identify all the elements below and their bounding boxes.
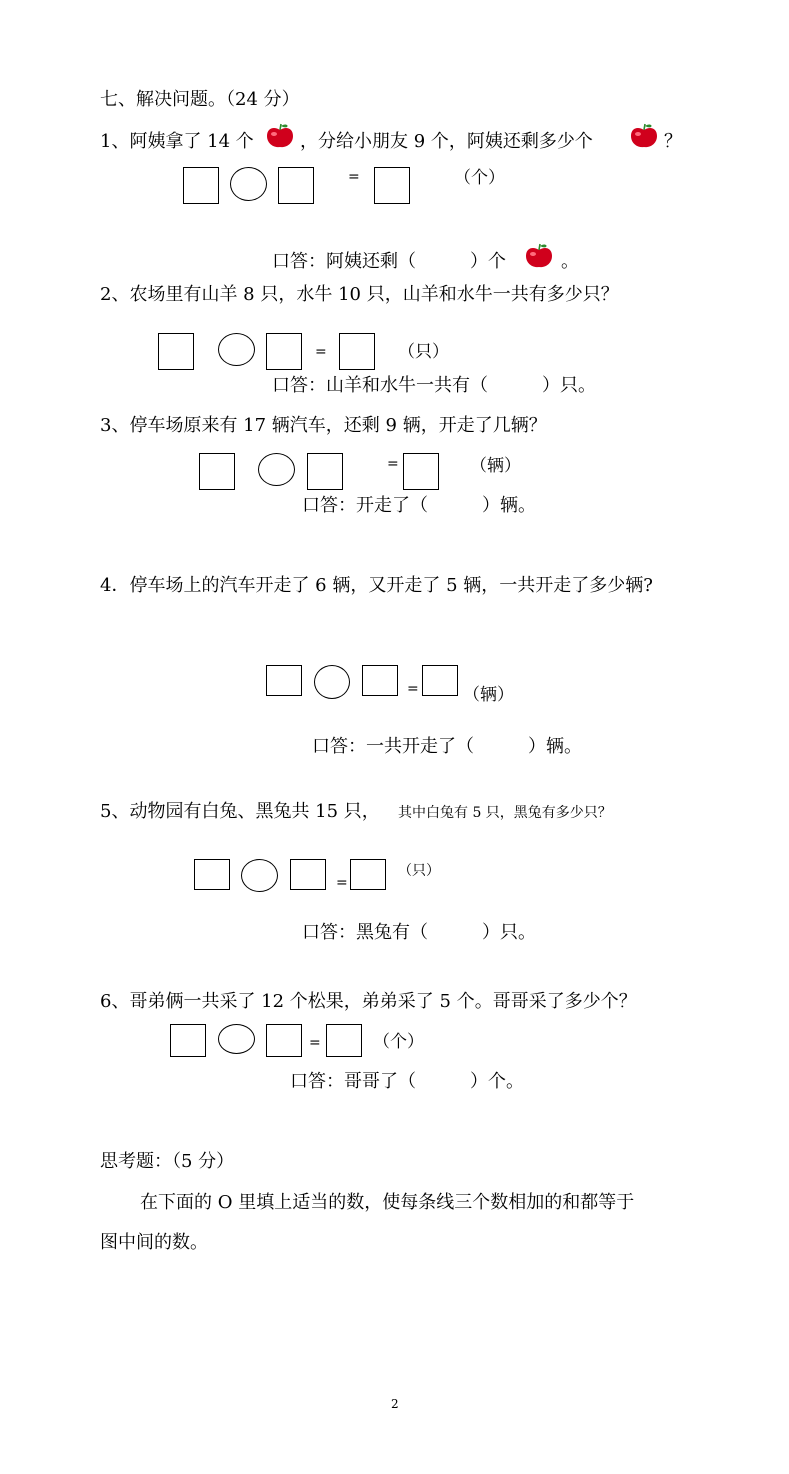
equals-sign: =: [336, 875, 348, 891]
operator-circle[interactable]: [314, 665, 350, 699]
result-box[interactable]: [326, 1024, 362, 1057]
question-text: 5、动物园有白兔、黑兔共 15 只，: [100, 801, 380, 822]
operator-circle[interactable]: [218, 333, 255, 366]
answer-box[interactable]: [194, 859, 230, 890]
equals-sign: =: [348, 169, 360, 185]
thinking-text: 在下面的 O 里填上适当的数，使每条线三个数相加的和都等于: [140, 1192, 635, 1213]
unit-label: （个）: [454, 168, 505, 188]
unit-label: （只）: [398, 342, 449, 362]
answer-line: 口答：哥哥了（ ）个。: [290, 1071, 524, 1092]
page-number: 2: [391, 1397, 399, 1411]
result-box[interactable]: [339, 333, 375, 370]
unit-label: （个）: [373, 1032, 424, 1052]
apple-icon: [524, 243, 554, 269]
section-title: 七、解决问题。（24 分）: [100, 89, 300, 110]
answer-box[interactable]: [266, 333, 302, 370]
answer-box[interactable]: [266, 1024, 302, 1057]
answer-line: 口答：黑兔有（ ）只。: [302, 922, 536, 943]
result-box[interactable]: [374, 167, 410, 204]
answer-box[interactable]: [278, 167, 314, 204]
thinking-title: 思考题：（5 分）: [100, 1151, 235, 1172]
unit-label: （只）: [398, 863, 440, 879]
question-text: 4．停车场上的汽车开走了 6 辆，又开走了 5 辆，一共开走了多少辆?: [100, 575, 653, 596]
equals-sign: =: [309, 1035, 321, 1051]
question-mark: ？: [664, 131, 682, 152]
apple-icon: [629, 123, 659, 149]
equals-sign: =: [407, 681, 419, 697]
operator-circle[interactable]: [258, 453, 295, 486]
apple-icon: [265, 123, 295, 149]
operator-circle[interactable]: [241, 859, 278, 892]
result-box[interactable]: [350, 859, 386, 890]
answer-line: 口答：山羊和水牛一共有（ ）只。: [272, 375, 596, 396]
answer-box[interactable]: [290, 859, 326, 890]
operator-circle[interactable]: [218, 1024, 255, 1054]
question-text: 2、农场里有山羊 8 只，水牛 10 只，山羊和水牛一共有多少只？: [100, 284, 619, 305]
answer-line: 口答：一共开走了（ ）辆。: [312, 736, 582, 757]
thinking-text: 图中间的数。: [100, 1232, 208, 1253]
answer-box[interactable]: [170, 1024, 206, 1057]
result-box[interactable]: [422, 665, 458, 696]
answer-box[interactable]: [266, 665, 302, 696]
result-box[interactable]: [403, 453, 439, 490]
answer-period: 。: [561, 251, 579, 272]
operator-circle[interactable]: [230, 167, 267, 201]
question-text: 3、停车场原来有 17 辆汽车，还剩 9 辆，开走了几辆？: [100, 415, 547, 436]
answer-line: 口答：阿姨还剩（ ）个: [272, 251, 506, 272]
unit-label: （辆）: [470, 456, 521, 476]
question-text: 6、哥弟俩一共采了 12 个松果，弟弟采了 5 个。哥哥采了多少个？: [100, 991, 637, 1012]
equals-sign: =: [387, 456, 399, 472]
question-text-small: 其中白兔有 5 只，黑兔有多少只？: [398, 805, 612, 821]
equals-sign: =: [315, 344, 327, 360]
answer-box[interactable]: [199, 453, 235, 490]
answer-box[interactable]: [362, 665, 398, 696]
unit-label: （辆）: [463, 685, 514, 705]
answer-box[interactable]: [183, 167, 219, 204]
answer-box[interactable]: [307, 453, 343, 490]
answer-box[interactable]: [158, 333, 194, 370]
question-text: 1、阿姨拿了 14 个: [100, 131, 254, 152]
answer-line: 口答：开走了（ ）辆。: [302, 495, 536, 516]
question-text: ，分给小朋友 9 个，阿姨还剩多少个: [300, 131, 593, 152]
